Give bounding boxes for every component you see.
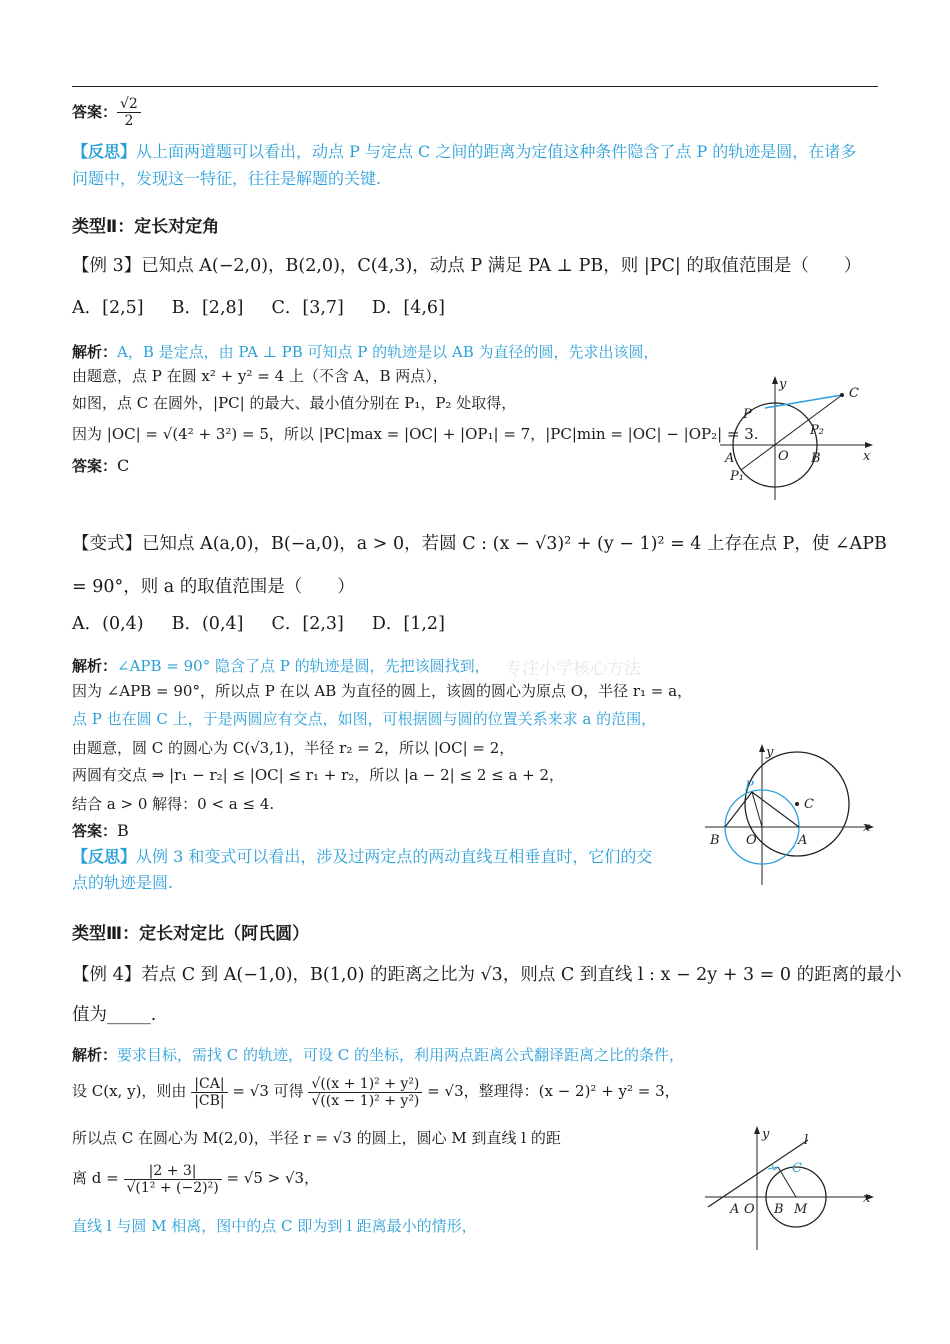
label-p: P [745, 779, 754, 794]
ratio-fraction: $\frac{|CA|}{|CB|}$ [191, 1076, 227, 1109]
option-d: D．[1,2] [371, 614, 445, 634]
option-a: A．(0,4) [72, 614, 144, 634]
label-a: A [730, 1202, 740, 1217]
answer-label: 答案： [72, 103, 118, 121]
reflection-1-line-1: 【反思】从上面两道题可以看出，动点 P 与定点 C 之间的距离为定值这种条件隐含了点 P 的轨迹是圆，在诸多 [72, 142, 857, 161]
label-m: M [794, 1202, 808, 1217]
option-b: B．[2,8] [171, 298, 244, 318]
label-a: A [798, 833, 808, 848]
option-c: C．[2,3] [271, 614, 344, 634]
section-heading-type-2: 类型Ⅱ：定长对定角 [72, 217, 220, 237]
variant-reflection-2: 点的轨迹是圆. [72, 873, 174, 892]
distance-fraction: $\frac{\text{√((x + 1)² + y²)}}{\text{√((x − 1)² + y²)}}$ [308, 1076, 422, 1109]
example-3-analysis-4: 因为 |OC| = √(4² + 3²) = 5，所以 |PC|max = |OC| + |OP₁| = 7，|PC|min = |OC| − |OP₂| = 3. [72, 425, 759, 443]
y-axis-arrow [754, 1126, 760, 1134]
label-l: l [804, 1133, 809, 1148]
segment-po [752, 792, 762, 827]
label-y: y [766, 745, 774, 760]
variant-analysis-2: 因为 ∠APB = 90°，所以点 P 在以 AB 为直径的圆上，该圆的圆心为原点 O，半径 r₁ = a， [72, 682, 693, 700]
variant-stem-2: = 90°，则 a 的取值范围是（ ） [72, 577, 355, 597]
variant-answer: 答案：B [72, 821, 129, 840]
label-b: B [811, 451, 821, 466]
label-a: A [725, 451, 735, 466]
x-axis-arrow [865, 442, 873, 448]
label-x: x [863, 1191, 871, 1206]
watermark: 专注小学核心方法 [505, 659, 641, 679]
variant-analysis-6: 结合 a > 0 解得：0 < a ≤ 4. [72, 795, 275, 813]
example-3-options [72, 297, 473, 319]
example-4-stem-1: 【例 4】若点 C 到 A(−1,0)，B(1,0) 的距离之比为 √3，则点 C 到直线 l : x − 2y + 3 = 0 的距离的最小 [72, 965, 902, 985]
variant-figure [700, 740, 880, 890]
option-d: D．[4,6] [371, 298, 445, 318]
point-c [840, 393, 844, 397]
segment-pa [752, 792, 799, 827]
option-c: C．[3,7] [271, 298, 344, 318]
label-y: y [762, 1127, 770, 1142]
variant-reflection-1: 【反思】从例 3 和变式可以看出，涉及过两定点的两动直线互相垂直时，它们的交 [72, 847, 653, 866]
d-fraction: $\frac{|2 + 3|}{\text{√(1² + (−2)²)}}$ [124, 1163, 222, 1196]
example-3-analysis-1: 解析：A，B 是定点，由 PA ⊥ PB 可知点 P 的轨迹是以 AB 为直径的圆，先求出该圆， [72, 343, 659, 361]
variant-analysis-3: 点 P 也在圆 C 上，于是两圆应有交点，如图，可根据圆与圆的位置关系来求 a 的范围， [72, 710, 657, 728]
variant-analysis-1: 解析：∠APB = 90° 隐含了点 P 的轨迹是圆，先把该圆找到， [72, 657, 490, 675]
example-3-stem: 【例 3】已知点 A(−2,0)，B(2,0)，C(4,3)，动点 P 满足 PA ⊥ PB，则 |PC| 的取值范围是（ ） [72, 256, 862, 276]
label-p: P [743, 407, 752, 422]
label-p2: P₂ [810, 423, 824, 438]
label-y: y [779, 377, 787, 392]
variant-analysis-5: 两圆有交点 ⇒ |r₁ − r₂| ≤ |OC| ≤ r₁ + r₂，所以 |a − 2| ≤ 2 ≤ a + 2， [72, 766, 565, 784]
answer-fraction: $\frac{√2}{2}$ [117, 96, 141, 129]
example-4-analysis-5: 直线 l 与圆 M 相离，图中的点 C 即为到 l 距离最小的情形， [72, 1217, 477, 1235]
reflection-1-line-2: 问题中，发现这一特征，往往是解题的关键. [72, 169, 382, 188]
label-o: O [778, 449, 789, 464]
label-b: B [774, 1202, 784, 1217]
variant-analysis-4: 由题意，圆 C 的圆心为 C(√3,1)，半径 r₂ = 2，所以 |OC| = 2， [72, 739, 515, 757]
option-a: A．[2,5] [72, 298, 144, 318]
label-c: C [804, 797, 814, 812]
example-3-answer: 答案：C [72, 456, 130, 475]
label-c: C [792, 1161, 802, 1176]
example-3-figure [705, 372, 880, 512]
example-4-analysis-4: 离 d = $\frac{|2 + 3|}{\text{√(1² + (−2)²)}}$ = √5 > √3， [72, 1162, 320, 1196]
example-4-analysis-2: 设 C(x, y)，则由 $\frac{|CA|}{|CB|}$ = √3 可得 $\frac{\text{√((x + 1)² + y²)}}{\text{√((x − 1)² + y²)}}$ = √3，整理得：(x − 2)² + y² = 3， [72, 1075, 680, 1109]
label-o: O [746, 833, 757, 848]
label-p1: P₁ [730, 469, 744, 484]
variant-options [72, 613, 473, 635]
label-x: x [863, 820, 871, 835]
section-heading-type-3: 类型Ⅲ：定长对定比（阿氏圆） [72, 924, 310, 944]
example-4-analysis-1: 解析：要求目标，需找 C 的轨迹，可设 C 的坐标，利用两点距离公式翻译距离之比的条件， [72, 1046, 685, 1064]
label-x: x [863, 449, 871, 464]
label-b: B [710, 833, 720, 848]
top-rule [72, 86, 878, 87]
tangent-segment [765, 395, 842, 408]
example-3-analysis-2: 由题意，点 P 在圆 x² + y² = 4 上（不含 A，B 两点）， [72, 367, 448, 385]
option-b: B．(0,4] [171, 614, 244, 634]
example-3-analysis-3: 如图，点 C 在圆外，|PC| 的最大、最小值分别在 P₁，P₂ 处取得， [72, 394, 517, 412]
example-4-figure [700, 1122, 880, 1254]
variant-stem-1: 【变式】已知点 A(a,0)，B(−a,0)，a > 0，若圆 C : (x − √3)² + (y − 1)² = 4 上存在点 P，使 ∠APB [72, 534, 887, 554]
example-4-analysis-3: 所以点 C 在圆心为 M(2,0)，半径 r = √3 的圆上，圆心 M 到直线 l 的距 [72, 1129, 561, 1147]
answer-1 [72, 96, 141, 129]
label-c: C [849, 386, 859, 401]
y-axis-arrow [772, 376, 778, 384]
y-axis-arrow [759, 744, 765, 752]
point-c [795, 802, 799, 806]
example-4-stem-2: 值为_____. [72, 1005, 157, 1025]
label-o: O [744, 1202, 755, 1217]
